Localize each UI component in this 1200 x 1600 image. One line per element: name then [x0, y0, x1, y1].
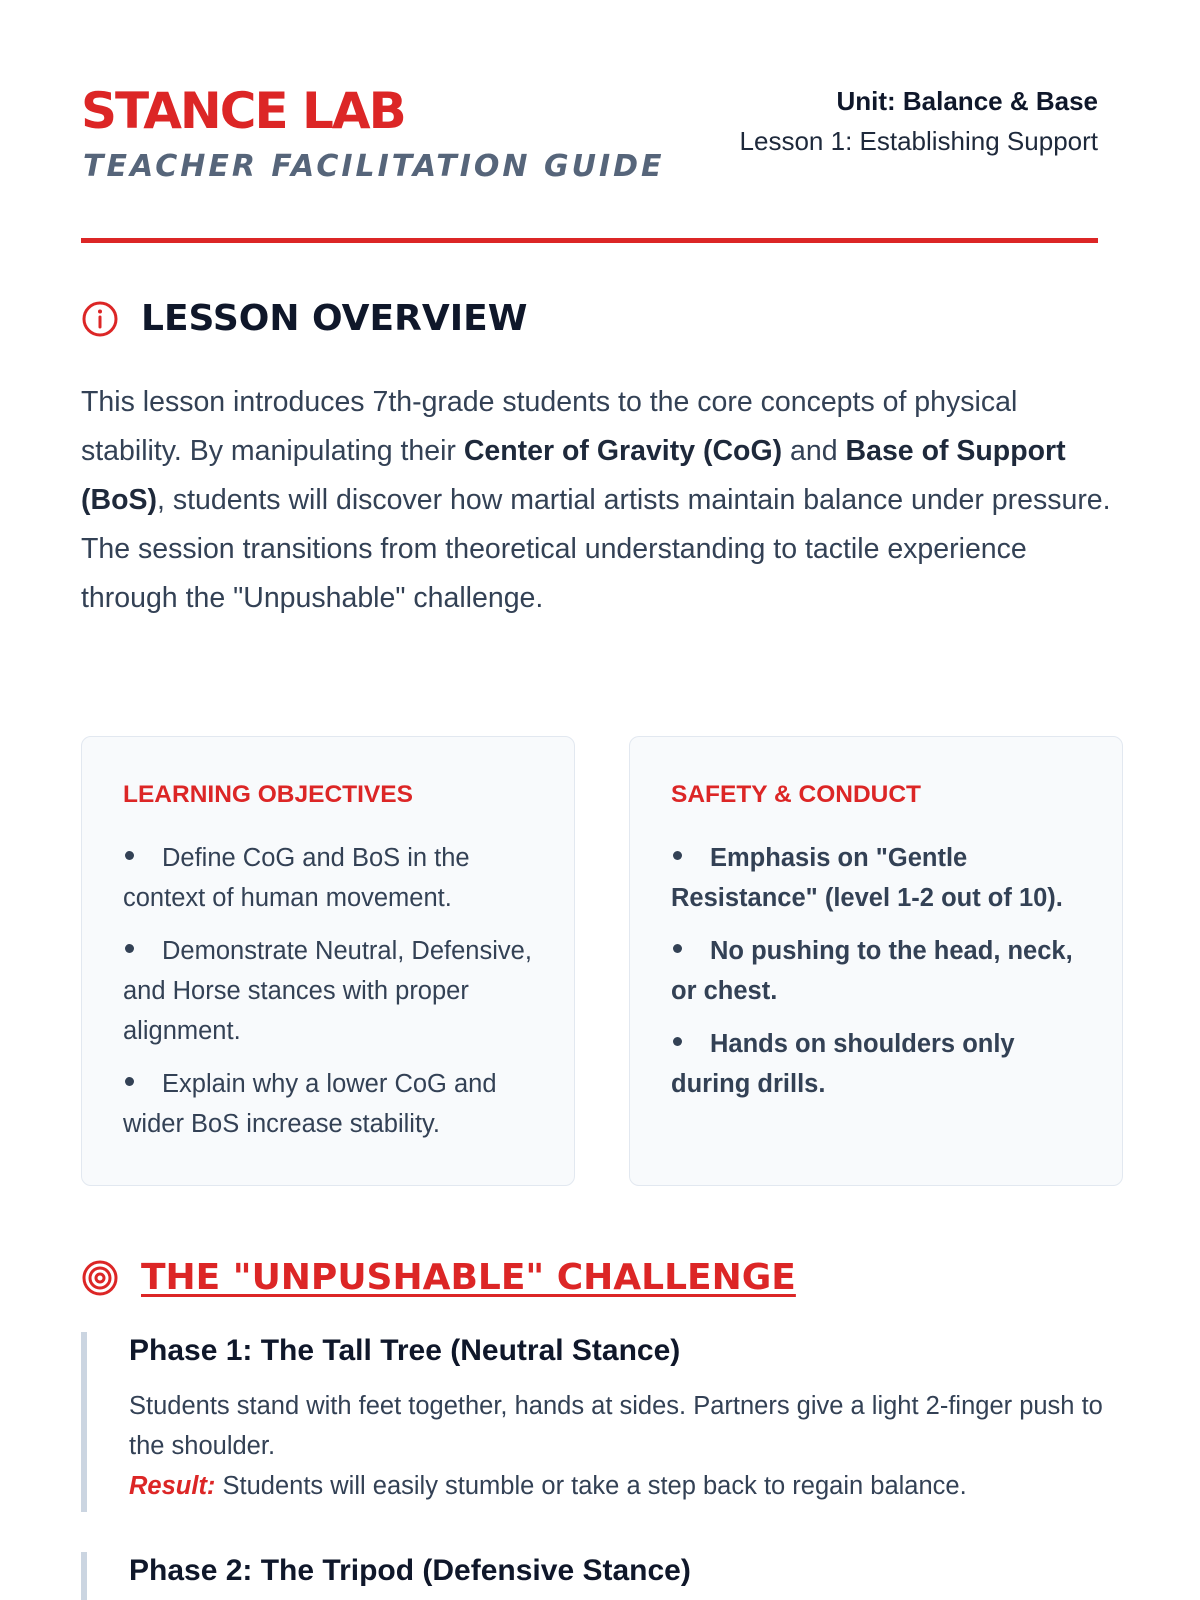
list-item	[123, 1064, 534, 1144]
objectives-list	[123, 838, 534, 1144]
term-bos: Base of Support (BoS)	[81, 435, 1066, 516]
list-item	[671, 1024, 1082, 1104]
objectives-title: LEARNING OBJECTIVES	[123, 781, 413, 808]
guide-subtitle: TEACHER FACILITATION GUIDE	[83, 149, 665, 184]
safety-text: No pushing to the head, neck, or chest.	[671, 936, 1073, 1005]
result-label: Result:	[129, 1472, 216, 1500]
phase-title: Phase 1: The Tall Tree (Neutral Stance)	[129, 1334, 681, 1367]
overview-title: LESSON OVERVIEW	[141, 298, 528, 339]
info-circle-icon	[81, 300, 119, 338]
overview-text-1: This lesson introduces 7th-grade students to the core concepts of physical stability. By manipulating their	[81, 386, 1018, 467]
objective-text: Demonstrate Neutral, Defensive, and Horse stances with proper alignment.	[123, 936, 532, 1045]
unit-info	[740, 86, 1098, 156]
phase-description	[129, 1386, 1121, 1506]
phase-2-block	[81, 1552, 1121, 1600]
challenge-title: THE "UNPUSHABLE" CHALLENGE	[141, 1257, 796, 1298]
bullet-icon	[125, 944, 134, 953]
unit-title: Unit: Balance & Base	[836, 86, 1098, 116]
overview-text-2: and	[782, 435, 846, 467]
safety-conduct-card	[629, 736, 1123, 1186]
overview-paragraph	[81, 378, 1121, 623]
brand-title: STANCE LAB	[81, 82, 405, 140]
term-cog: Center of Gravity (CoG)	[463, 435, 783, 467]
bullet-icon	[673, 1037, 682, 1046]
objective-text: Explain why a lower CoG and wider BoS increase stability.	[123, 1069, 497, 1138]
list-item	[671, 838, 1082, 918]
bullet-icon	[125, 851, 134, 860]
overview-heading	[81, 300, 527, 338]
bullet-icon	[673, 851, 682, 860]
lesson-title: Lesson 1: Establishing Support	[739, 126, 1098, 156]
phase-description-text: Students stand with feet together, hands at sides. Partners give a light 2-finger push to the shoulder.	[129, 1392, 1103, 1460]
safety-title: SAFETY & CONDUCT	[671, 781, 922, 808]
list-item	[123, 838, 534, 918]
phase-title: Phase 2: The Tripod (Defensive Stance)	[129, 1554, 691, 1587]
challenge-heading	[81, 1259, 796, 1297]
list-item	[671, 931, 1082, 1011]
target-icon	[81, 1259, 119, 1297]
document-header	[81, 0, 1098, 243]
list-item	[123, 931, 534, 1051]
bullet-icon	[673, 944, 682, 953]
safety-text: Hands on shoulders only during drills.	[671, 1029, 1015, 1098]
overview-text-3: , students will discover how martial artists maintain balance under pressure. The session transitions from theoretical understanding to tactile experience through the "Unpushable" challenge.	[81, 484, 1111, 614]
objective-text: Define CoG and BoS in the context of human movement.	[123, 843, 470, 912]
safety-text: Emphasis on "Gentle Resistance" (level 1-2 out of 10).	[671, 843, 1063, 912]
bullet-icon	[125, 1077, 134, 1086]
learning-objectives-card	[81, 736, 575, 1186]
phase-1-block	[81, 1332, 1121, 1512]
safety-list	[671, 838, 1082, 1104]
result-text: Students will easily stumble or take a step back to regain balance.	[215, 1472, 967, 1500]
